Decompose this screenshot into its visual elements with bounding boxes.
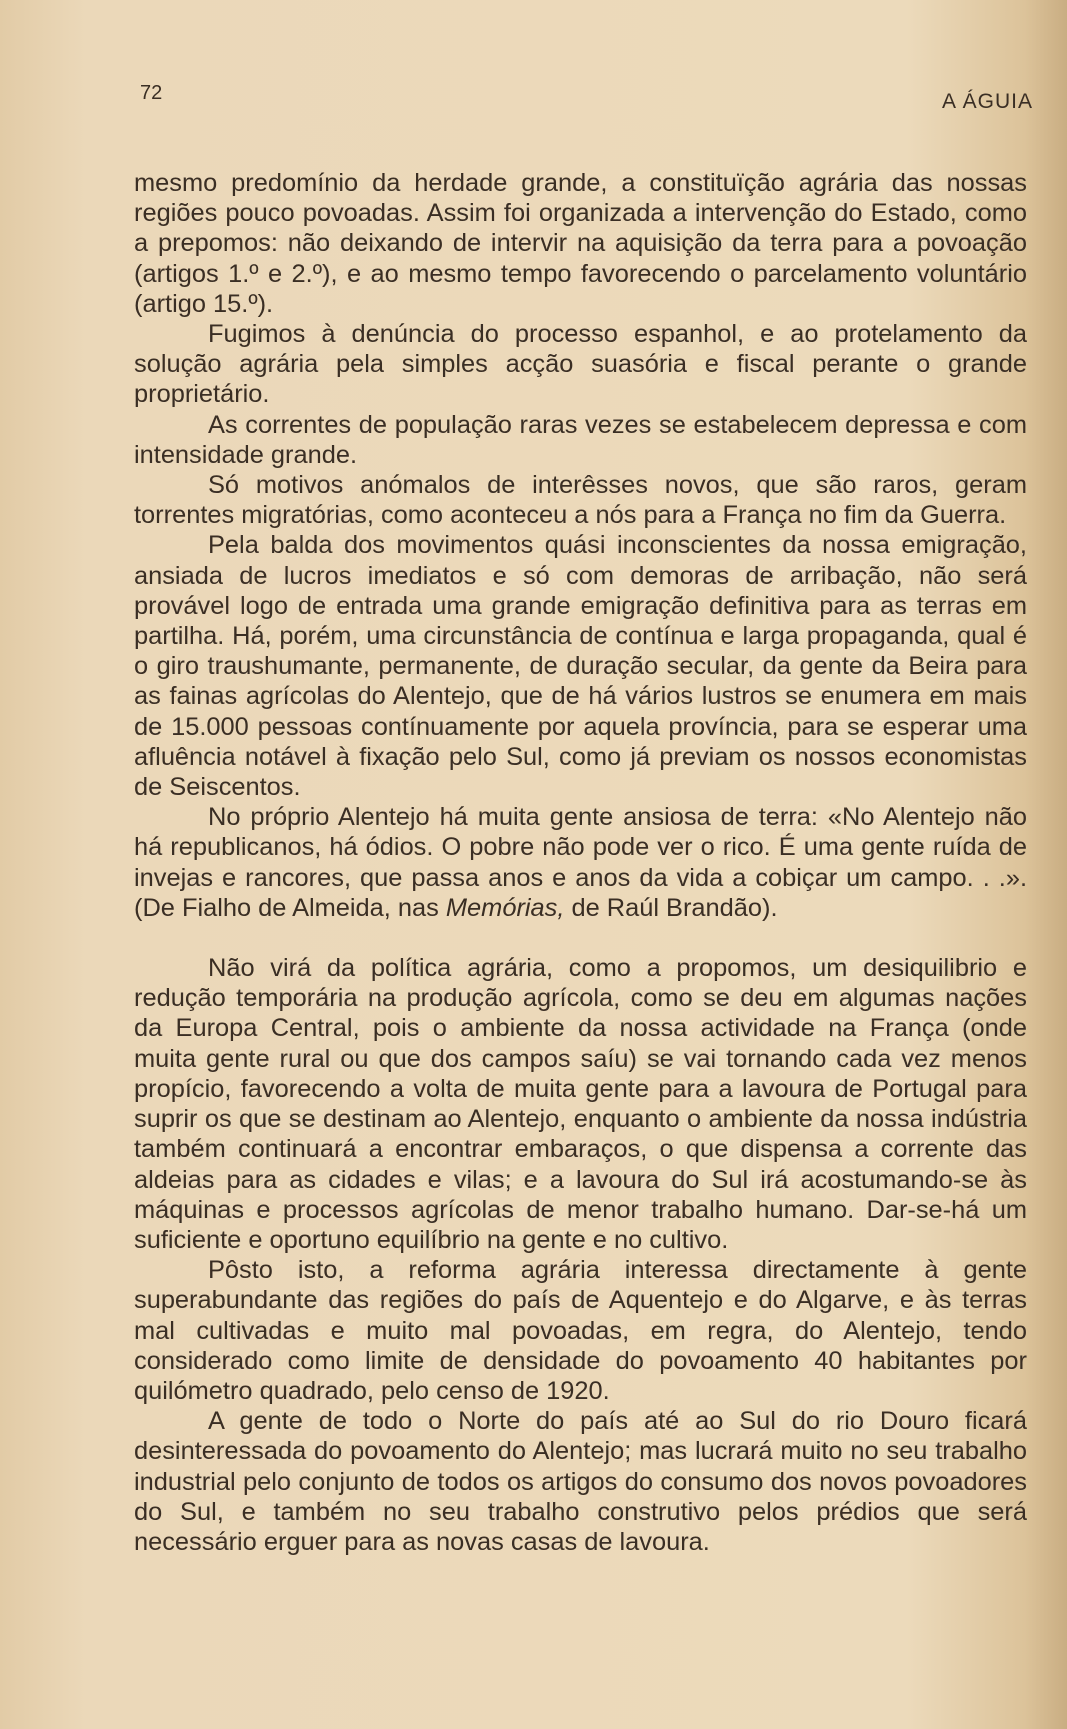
paragraph: Pôsto isto, a reforma agrária interessa directamente à gente superabundante das regiões do país de Aquentejo e do Algarve, e às terras mal cultivadas e muito mal povoadas, em regra, do Alentejo, tendo considerado como limite de densidade do povoamento 40 habitantes por quilómetro quadrado, pelo censo de 1920.: [134, 1256, 1027, 1405]
paragraph: As correntes de população raras vezes se estabelecem depressa e com intensidade grande.: [134, 410, 1027, 469]
paragraph: A gente de todo o Norte do país até ao Sul do rio Douro ficará desinteressada do povoamento do Alentejo; mas lucrará muito no seu trabalho industrial pelo conjunto de todos os artigos do consumo dos novos povoadores do Sul, e também no seu trabalho construtivo pelos prédios que será necessário erguer para as novas casas de lavoura.: [134, 1407, 1027, 1556]
paragraph: Pela balda dos movimentos quási inconscientes da nossa emigração, ansiada de lucros imediatos e só com demoras de arribação, não será provável logo de entrada uma grande emigração definitiva para as terras em partilha. Há, porém, uma circunstância de contínua e larga propaganda, qual é o giro traushumante, permanente, de duração secular, da gente da Beira para as fainas agrícolas do Alentejo, que de há vários lustros se enumera em mais de 15.000 pessoas contínuamente por aquela província, para se esperar uma afluência notável à fixação pelo Sul, como já previam os nossos economistas de Seiscentos.: [134, 531, 1027, 802]
body-text: [134, 168, 1027, 1557]
page-number: 72: [140, 82, 163, 104]
book-title: Memórias,: [445, 893, 565, 922]
paragraph: Não virá da política agrária, como a propomos, um desiquilibrio e redução temporária na produção agrícola, como se deu em algumas nações da Europa Central, pois o ambiente da nossa actividade na França (onde muita gente rural ou que dos campos saíu) se vai tornando cada vez menos propício, favorecendo a volta de muita gente para a lavoura de Portugal para suprir os que se destinam ao Alentejo, enquanto o ambiente da nossa indústria também continuará a encontrar embaraços, o que dispensa a corrente das aldeias para as cidades e vilas; e a lavoura do Sul irá acostumando-se às máquinas e processos agrícolas de menor trabalho humano. Dar-se-há um suficiente e oportuno equilíbrio na gente e no cultivo.: [134, 954, 1027, 1254]
paragraph: Só motivos anómalos de interêsses novos, que são raros, geram torrentes migratórias, como aconteceu a nós para a França no fim da Guerra.: [134, 471, 1027, 530]
paragraph: mesmo predomínio da herdade grande, a constituïção agrária das nossas regiões pouco povoadas. Assim foi organizada a intervenção do Estado, como a prepomos: não deixando de intervir na aquisição da terra para a povoação (artigos 1.º e 2.º), e ao mesmo tempo favorecendo o parcelamento voluntário (artigo 15.º).: [134, 169, 1027, 318]
running-title: A ÁGUIA: [941, 90, 1033, 113]
paragraph: Fugimos à denúncia do processo espanhol, e ao protelamento da solução agrária pela simples acção suasória e fiscal perante o grande proprietário.: [134, 320, 1027, 409]
quote-source: de Raúl Brandão).: [564, 893, 778, 922]
quote-text: No próprio Alentejo há muita gente ansiosa de terra: «No Alentejo não há republicanos, há ódios. O pobre não pode ver o rico. É uma gente ruída de invejas e rancores, que passa anos e anos da vida a cobiçar um campo. . .». (De Fialho de Almeida, nas: [134, 803, 1027, 922]
paragraph: [134, 802, 1027, 923]
